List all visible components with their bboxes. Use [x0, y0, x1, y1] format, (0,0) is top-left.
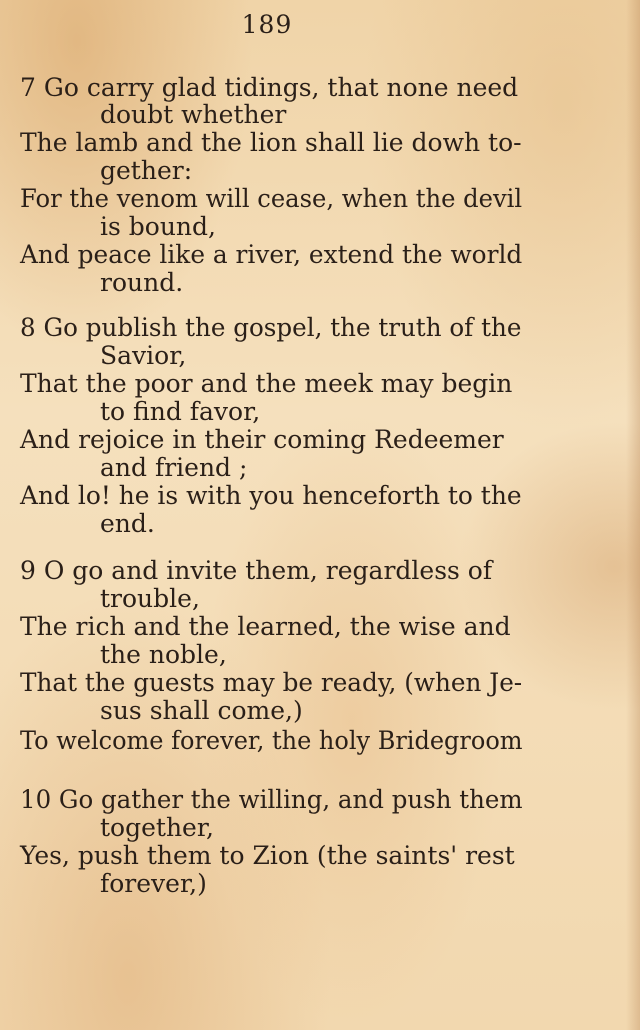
verse-line: 10 Go gather the willing, and push them	[20, 785, 523, 814]
verse-line: And rejoice in their coming Redeemer	[20, 425, 504, 454]
verse-line: For the venom will cease, when the devil	[20, 184, 523, 213]
verse-line: 7 Go carry glad tidings, that none need	[20, 73, 519, 102]
verse-line-continuation: is bound,	[100, 212, 216, 241]
verse-line-continuation: trouble,	[100, 584, 200, 613]
verse-line-continuation: the noble,	[100, 640, 227, 669]
page-number: 189	[241, 10, 293, 39]
verse-line-continuation: Savior,	[100, 341, 187, 370]
verse-line-continuation: gether:	[100, 156, 193, 185]
verse-line-continuation: sus shall come,)	[100, 696, 303, 725]
verse-line: 8 Go publish the gospel, the truth of the	[20, 313, 522, 342]
verse-line-continuation: to find favor,	[100, 397, 261, 426]
verse-line: And lo! he is with you henceforth to the	[20, 481, 522, 510]
verse-line: 9 O go and invite them, regardless of	[20, 556, 493, 585]
verse-line-continuation: end.	[100, 509, 155, 538]
verse-line-continuation: together,	[100, 813, 214, 842]
verse-line: The lamb and the lion shall lie dowh to-	[20, 128, 522, 157]
verse-line-continuation: and friend ;	[100, 453, 248, 482]
verse-line: And peace like a river, extend the world	[20, 240, 523, 269]
verse-line: To welcome forever, the holy Bridegroom	[20, 726, 523, 755]
verse-line-continuation: doubt whether	[100, 100, 287, 129]
page-edge-shadow	[626, 0, 640, 1030]
verse-line-continuation: round.	[100, 268, 184, 297]
verse-line: That the poor and the meek may begin	[20, 369, 513, 398]
verse-line: That the guests may be ready, (when Je-	[20, 668, 523, 697]
verse-line-continuation: forever,)	[100, 869, 207, 898]
verse-line: The rich and the learned, the wise and	[20, 612, 511, 641]
verse-line: Yes, push them to Zion (the saints' rest	[20, 841, 515, 870]
